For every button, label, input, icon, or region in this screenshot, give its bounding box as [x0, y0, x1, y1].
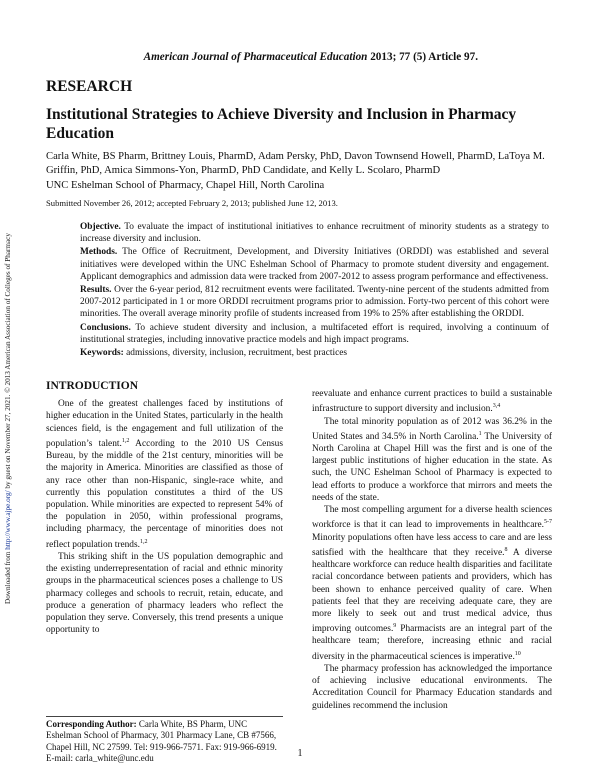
footnote-divider	[46, 716, 283, 717]
abstract	[80, 221, 549, 360]
citation-ref: 3,4	[492, 403, 501, 410]
column-right	[312, 388, 552, 712]
text: Pharmacists are an integral part of the healthcare team; therefore, increasing ethnic and racial diversity in the pharmaceutical sciences is imperative.	[312, 624, 552, 662]
abstract-conclusions	[80, 322, 549, 346]
section-label: RESEARCH	[46, 78, 133, 95]
objective-label: Objective.	[80, 222, 121, 232]
paragraph: This striking shift in the US population demographic and the existing underrepresentation of racial and ethnic minority groups in the pharmaceutical sciences poses a challenge to US pharmacy colleges and schools to recruit, retain, educate, and produce a generation of pharmacy leaders who reflect the population they serve. Conversely, this trend presents a unique opportunity to	[46, 551, 283, 636]
download-link[interactable]: http://www.ajpe.org/	[4, 490, 12, 550]
text: A diverse healthcare workforce can reduce health disparities and facilitate racial concordance between patients and providers, which has been shown to enhance perceived quality of care. When patients feel that they are receiving adequate care, they are more likely to seek out and trust medical advice, thus improving outcomes.	[312, 547, 552, 635]
submission-dates: Submitted November 26, 2012; accepted February 2, 2013; published June 12, 2013.	[46, 198, 338, 208]
citation-ref: 1,2	[139, 538, 148, 545]
abstract-keywords	[80, 347, 549, 359]
abstract-methods	[80, 246, 549, 283]
abstract-objective	[80, 221, 549, 245]
affiliation: UNC Eshelman School of Pharmacy, Chapel Hill, North Carolina	[46, 180, 325, 191]
download-note-prefix: Downloaded from	[4, 549, 12, 604]
text: According to the 2010 US Census Bureau, by the middle of the 21st century, minorities will be the majority in America. Minorities are classified as those of any race other than non-Hispanic, single-race white, and currently this population constitutes a third of the US population. While minorities are expected to represent 54% of the population in 2050, within professional programs, including pharmacy, the percentage of minorities does not reflect population trends.	[46, 438, 283, 550]
citation-ref: 9	[393, 623, 397, 630]
journal-header	[0, 51, 600, 63]
text: The University of North Carolina at Chapel Hill was the first and is one of the largest public institutions of higher education in the state. As such, the UNC Eshelman School of Pharmacy is expected to lead efforts to produce a workforce that mirrors and meets the needs of the state.	[312, 431, 553, 503]
conclusions-text: To achieve student diversity and inclusion, a multifaceted effort is required, involving a continuum of institutional strategies, including innovative practice models and high impact programs.	[80, 322, 549, 345]
methods-text: The Office of Recruitment, Development, and Diversity Initiatives (ORDDI) was established and several initiatives were developed within the UNC Eshelman School of Pharmacy to promote student diversity and engagement. Applicant demographics and admission data were tracked from 2007-2012 to assess program performance and effectiveness.	[80, 247, 549, 282]
keywords-label: Keywords:	[80, 348, 124, 359]
author-list: Carla White, BS Pharm, Brittney Louis, PharmD, Adam Persky, PhD, Davon Townsend Howell, PharmD, LaToya M. Griffin, PhD, Amica Simmons-Yon, PharmD, PhD Candidate, and Kelly L. Scolaro, PharmD	[46, 151, 545, 176]
abstract-results	[80, 284, 549, 321]
text: The most compelling argument for a diverse health sciences workforce is that it can lead to improvements in healthcare.	[312, 505, 552, 531]
corr-text: Carla White, BS Pharm, UNC Eshelman School of Pharmacy, 301 Pharmacy Lane, CB #7566, Chapel Hill, NC 27599. Tel: 919-966-7571. Fax: 919-966-6919. E-mail: carla_white@unc.edu	[46, 719, 277, 764]
paragraph	[312, 504, 552, 663]
citation-ref: 8	[504, 546, 508, 553]
conclusions-label: Conclusions.	[80, 322, 131, 333]
paragraph	[46, 398, 283, 551]
paragraph	[312, 388, 552, 416]
journal-citation: 2013; 77 (5) Article 97.	[367, 51, 478, 63]
download-note-suffix: by guest on November 27, 2021. © 2013 American Association of Colleges of Pharmacy	[4, 233, 12, 491]
text: reevaluate and enhance current practices to build a sustainable infrastructure to support diversity and inclusion.	[312, 389, 552, 415]
download-note	[4, 233, 12, 604]
article-title: Institutional Strategies to Achieve Diversity and Inclusion in Pharmacy Education	[46, 106, 517, 142]
methods-label: Methods.	[80, 247, 118, 258]
citation-ref: 1	[478, 430, 482, 437]
citation-ref: 10	[514, 650, 521, 657]
results-text: Over the 6-year period, 812 recruitment events were facilitated. Twenty-nine percent of the students admitted from 2007-2012 participated in 1 or more ORDDI recruitment programs prior to admission. Forty-two percent of this cohort were minorities. The overall average minority profile of students increased from 19% to 25% after establishing the ORDDI.	[80, 285, 549, 320]
text: Minority populations often have less access to care and are less satisfied with the healthcare that they receive.	[312, 532, 552, 558]
citation-ref: 1,2	[121, 437, 130, 444]
paragraph: The pharmacy profession has acknowledged the importance of achieving inclusive educational environments. The Accreditation Council for Pharmacy Education standards and guidelines recommend the inclusion	[312, 664, 552, 711]
page-number: 1	[297, 748, 303, 759]
column-left	[46, 380, 283, 636]
results-label: Results.	[80, 285, 112, 296]
objective-text: To evaluate the impact of institutional initiatives to enhance recruitment of minority students as a strategy to increase diversity and inclusion.	[80, 222, 549, 245]
corr-label: Corresponding Author:	[46, 719, 137, 729]
introduction-heading: INTRODUCTION	[46, 380, 139, 392]
paragraph	[312, 416, 552, 505]
text: One of the greatest challenges faced by institutions of higher education in the United States, particularly in the health sciences field, is the engagement and full utilization of the population’s talent.	[46, 399, 283, 449]
journal-name: American Journal of Pharmaceutical Education	[143, 51, 368, 63]
citation-ref: 5-7	[544, 519, 552, 526]
text: The total minority population as of 2012 was 36.2% in the United States and 34.5% in North Carolina.	[312, 416, 552, 442]
keywords-text: admissions, diversity, inclusion, recruitment, best practices	[123, 348, 348, 359]
